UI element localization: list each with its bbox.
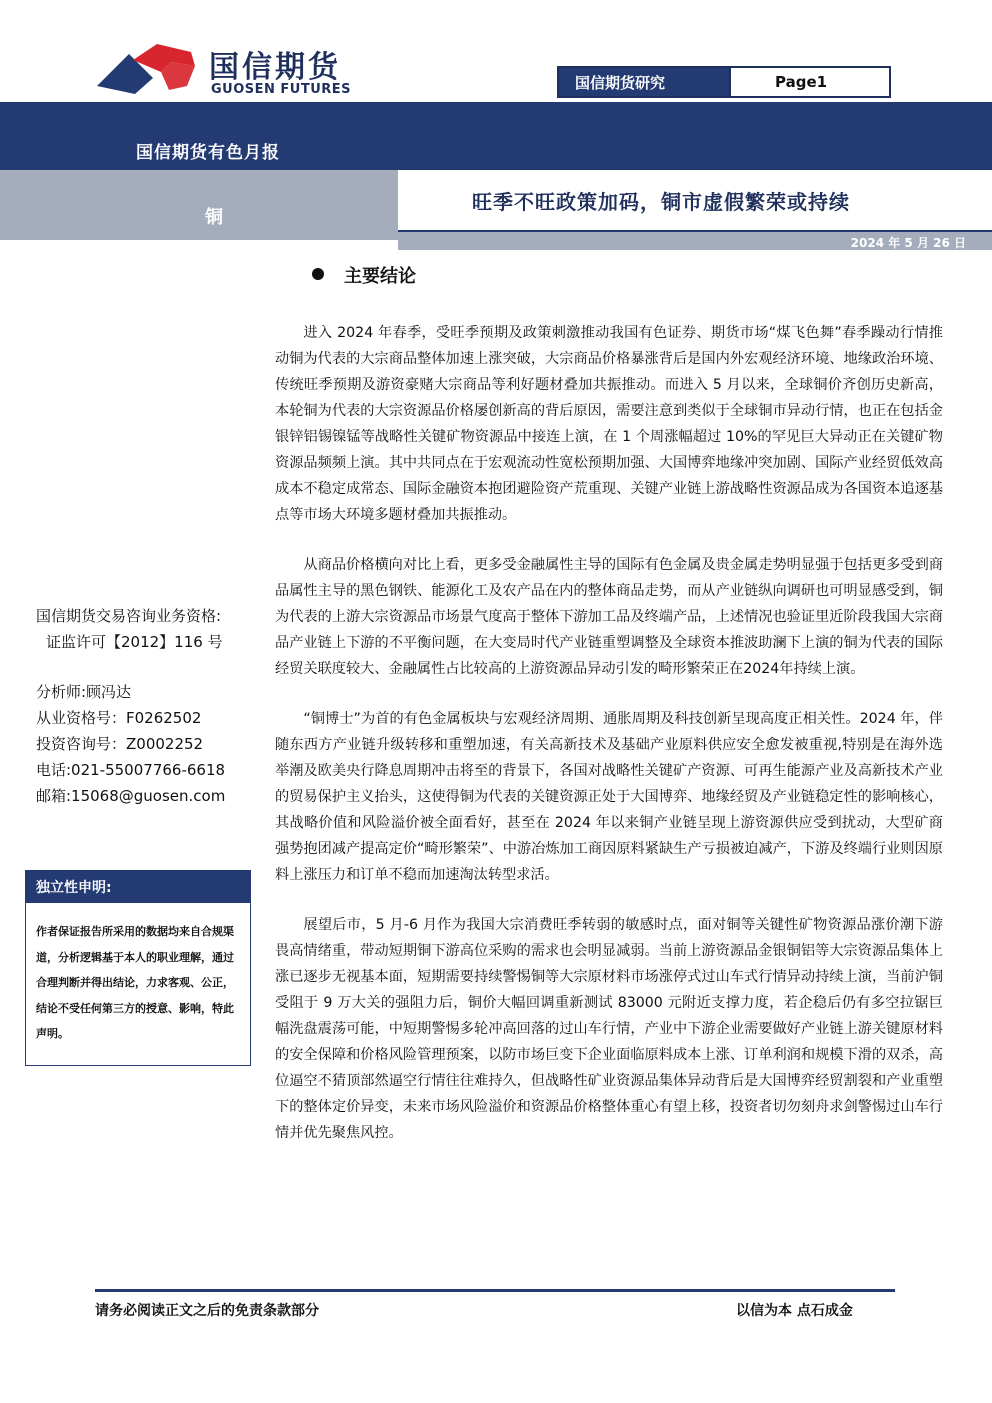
report-headline: 旺季不旺政策加码，铜市虚假繁荣或持续: [472, 190, 850, 214]
report-body: [275, 320, 943, 1170]
commodity-label: 铜: [205, 207, 223, 228]
brand-name-en: GUOSEN FUTURES: [211, 82, 352, 97]
declaration-text: 作者保证报告所采用的数据均来自合规渠道，分析逻辑基于本人的职业理解，通过合理判断并得出结论，力求客观、公正，结论不受任何第三方的授意、影响，特此声明。: [36, 925, 234, 1040]
independence-declaration: [25, 870, 251, 1066]
footer-divider: [95, 1289, 895, 1292]
research-label: 国信期货研究: [559, 68, 729, 96]
page-label: Page1: [729, 68, 889, 96]
commodity-band: [0, 170, 398, 240]
paragraph: 展望后市，5 月-6 月作为我国大宗消费旺季转弱的敏感时点，面对铜等关键性矿物资源品涨价潮下游畏高情绪重，带动短期铜下游高位采购的需求也会明显减弱。当前上游资源品金银铜铝等大宗资源品集体上涨已逐步无视基本面，短期需要持续警惕铜等大宗原材料市场涨停式过山车式行情异动持续上演，当前沪铜受阻于 9 万大关的强阻力后，铜价大幅回调重新测试 83000 元附近支撑力度，若企稳后仍有多空拉锯巨幅洗盘震荡可能，中短期警惕多轮冲高回落的过山车行情，产业中下游企业需要做好产业链上游关键原材料的安全保障和价格风险管理预案，以防市场巨变下企业面临原料成本上涨、订单利润和规模下滑的双杀，高位逼空不猜顶部然逼空行情往往难持久，但战略性矿业资源品集体异动背后是大国博弈经贸割裂和产业重塑下的整体定价异变，未来市场风险溢价和资源品价格整体重心有望上移，投资者切勿刻舟求剑警惕过山车行情并优先聚焦风控。: [275, 917, 943, 1141]
license-number: 证监许可【2012】116 号: [46, 633, 223, 651]
disclaimer-note: 请务必阅读正文之后的免责条款部分: [95, 1303, 319, 1319]
analyst-info: [36, 679, 271, 809]
paragraph: “铜博士”为首的有色金属板块与宏观经济周期、通胀周期及科技创新呈现高度正相关性。2024 年，伴随东西方产业链升级转移和重塑加速，有关高新技术及基础产业原料供应安全愈发被重视,特别是在海外选举潮及欧美央行降息周期冲击将至的背景下，各国对战略性关键矿产资源、可再生能源产业及高新技术产业的贸易保护主义抬头，这使得铜为代表的关键资源正处于大国博弈、地缘经贸及产业链稳定性的影响核心，其战略价值和风险溢价被全面看好，甚至在 2024 年以来铜产业链呈现上游资源供应受到扰动，大型矿商强势抱团减产提高定价“畸形繁荣”、中游冶炼加工商因原料紧缺生产亏损被迫减产，下游及终端行业则因原料上涨压力和订单不稳而加速淘汰转型求活。: [275, 711, 943, 883]
header-label-box: [557, 66, 891, 98]
license-info: [36, 603, 271, 655]
company-slogan: 以信为本 点石成金: [736, 1303, 853, 1319]
company-logo: [95, 40, 355, 102]
analyst-name: 分析师:顾冯达: [36, 683, 132, 701]
guosen-logo-icon: [95, 42, 199, 98]
phone: 电话:021-55007766-6618: [36, 761, 226, 779]
practice-number: 从业资格号：F0262502: [36, 709, 202, 727]
paragraph: 从商品价格横向对比上看，更多受金融属性主导的国际有色金属及贵金属走势明显强于包括更多受到商品属性主导的黑色钢铁、能源化工及农产品在内的整体商品走势，而从产业链纵向调研也可明显感受到，铜为代表的上游大宗资源品市场景气度高于整体下游加工品及终端产品，上述情况也验证里近阶段我国大宗商品产业链上下游的不平衡问题，在大变局时代产业链重塑调整及全球资本推波助澜下上演的铜为代表的国际经贸关联度较大、金融属性占比较高的上游资源品异动引发的畸形繁荣正在2024年持续上演。: [275, 557, 943, 677]
consult-number: 投资咨询号：Z0002252: [36, 735, 204, 753]
brand-name-cn: 国信期货: [209, 50, 341, 85]
paragraph: 进入 2024 年春季，受旺季预期及政策刺激推动我国有色证券、期货市场“煤飞色舞”春季躁动行情推动铜为代表的大宗商品整体加速上涨突破，大宗商品价格暴涨背后是国内外宏观经济环境、地缘政治环境、传统旺季预期及游资豪赌大宗商品等利好题材叠加共振推动。而进入 5 月以来，全球铜价齐创历史新高，本轮铜为代表的大宗资源品价格屡创新高的背后原因，需要注意到类似于全球铜市异动行情，也正在包括金银锌铝锡镍锰等战略性关键矿物资源品中接连上演，在 1 个周涨幅超过 10%的罕见巨大异动正在关键矿物资源品频频上演。其中共同点在于宏观流动性宽松预期加强、大国博弈地缘冲突加剧、国际产业经贸低效高成本不稳定成常态、国际金融资本抱团避险资产荒重现、关键产业链上游战略性资源品成为各国资本追逐基点等市场大环境多题材叠加共振推动。: [275, 325, 943, 523]
section-title: 主要结论: [344, 266, 416, 287]
email[interactable]: 邮箱:15068@guosen.com: [36, 787, 226, 805]
report-date: 2024 年 5 月 26 日: [850, 236, 966, 250]
bullet-icon: [312, 268, 324, 280]
declaration-title: 独立性申明:: [26, 871, 250, 903]
report-type: 国信期货有色月报: [136, 143, 280, 163]
license-line: 国信期货交易咨询业务资格:: [36, 607, 222, 625]
